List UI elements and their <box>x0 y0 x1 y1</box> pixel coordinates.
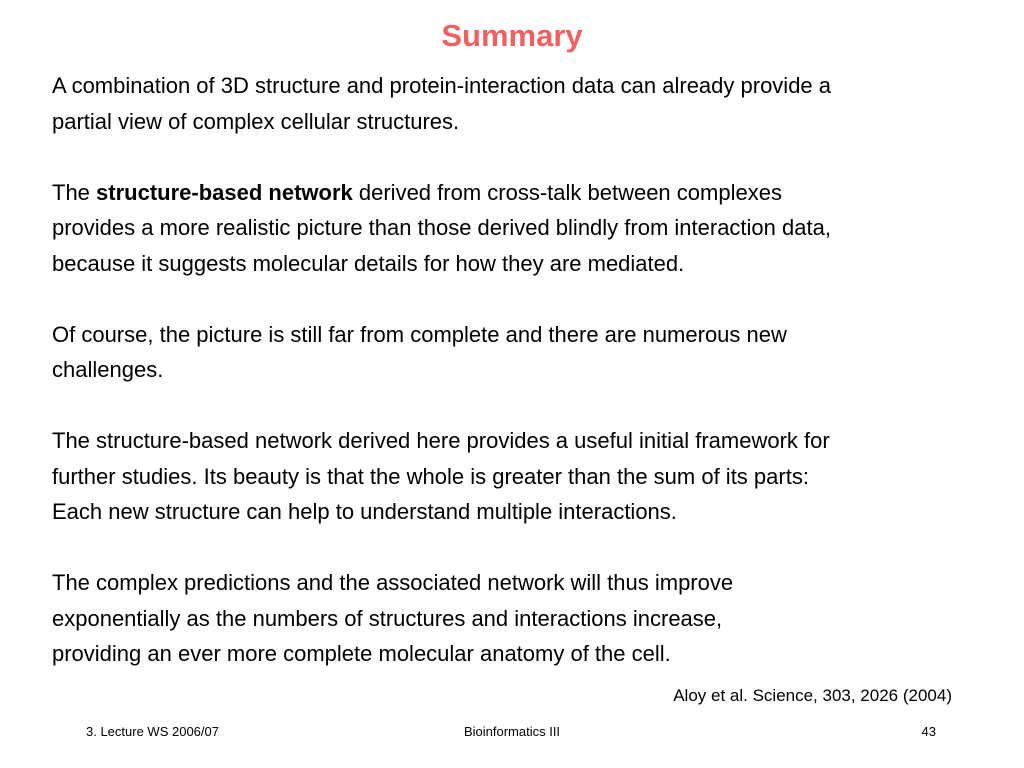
paragraph-line: provides a more realistic picture than those derived blindly from interaction data, <box>52 215 831 240</box>
paragraph-line: exponentially as the numbers of structures and interactions increase, <box>52 605 723 631</box>
footer-course: Bioinformatics III <box>463 724 561 739</box>
paragraph-line-prefix: The <box>52 179 97 205</box>
paragraph-4 <box>52 423 982 530</box>
paragraph-1 <box>52 68 982 139</box>
paragraph-line: partial view of complex cellular structures. <box>52 108 460 134</box>
page-number: 43 <box>921 724 936 739</box>
paragraph-line: because it suggests molecular details for how they are mediated. <box>52 250 685 276</box>
paragraph-line: A combination of 3D structure and protein-interaction data can already provide a <box>52 73 832 98</box>
paragraph-line: Of course, the picture is still far from complete and there are numerous new <box>52 321 787 347</box>
paragraph-line: providing an ever more complete molecular anatomy of the cell. <box>52 641 671 666</box>
slide-title: Summary <box>441 18 583 53</box>
paragraph-line: The structure-based network derived here provides a useful initial framework for <box>52 428 830 453</box>
paragraph-line: The complex predictions and the associated network will thus improve <box>52 570 734 595</box>
paragraph-line: further studies. Its beauty is that the whole is greater than the sum of its parts: <box>52 463 809 489</box>
slide-body <box>52 68 982 672</box>
paragraph-5 <box>52 565 982 672</box>
paragraph-line-suffix: derived from cross-talk between complexes <box>352 179 782 205</box>
paragraph-line: challenges. <box>52 357 164 382</box>
emphasis-structure-based-network: structure-based network <box>96 179 353 205</box>
paragraph-3 <box>52 317 982 388</box>
footer-lecture: 3. Lecture WS 2006/07 <box>86 724 219 739</box>
paragraph-2 <box>52 175 982 282</box>
citation: Aloy et al. Science, 303, 2026 (2004) <box>673 686 952 705</box>
paragraph-line: Each new structure can help to understand multiple interactions. <box>52 499 677 524</box>
